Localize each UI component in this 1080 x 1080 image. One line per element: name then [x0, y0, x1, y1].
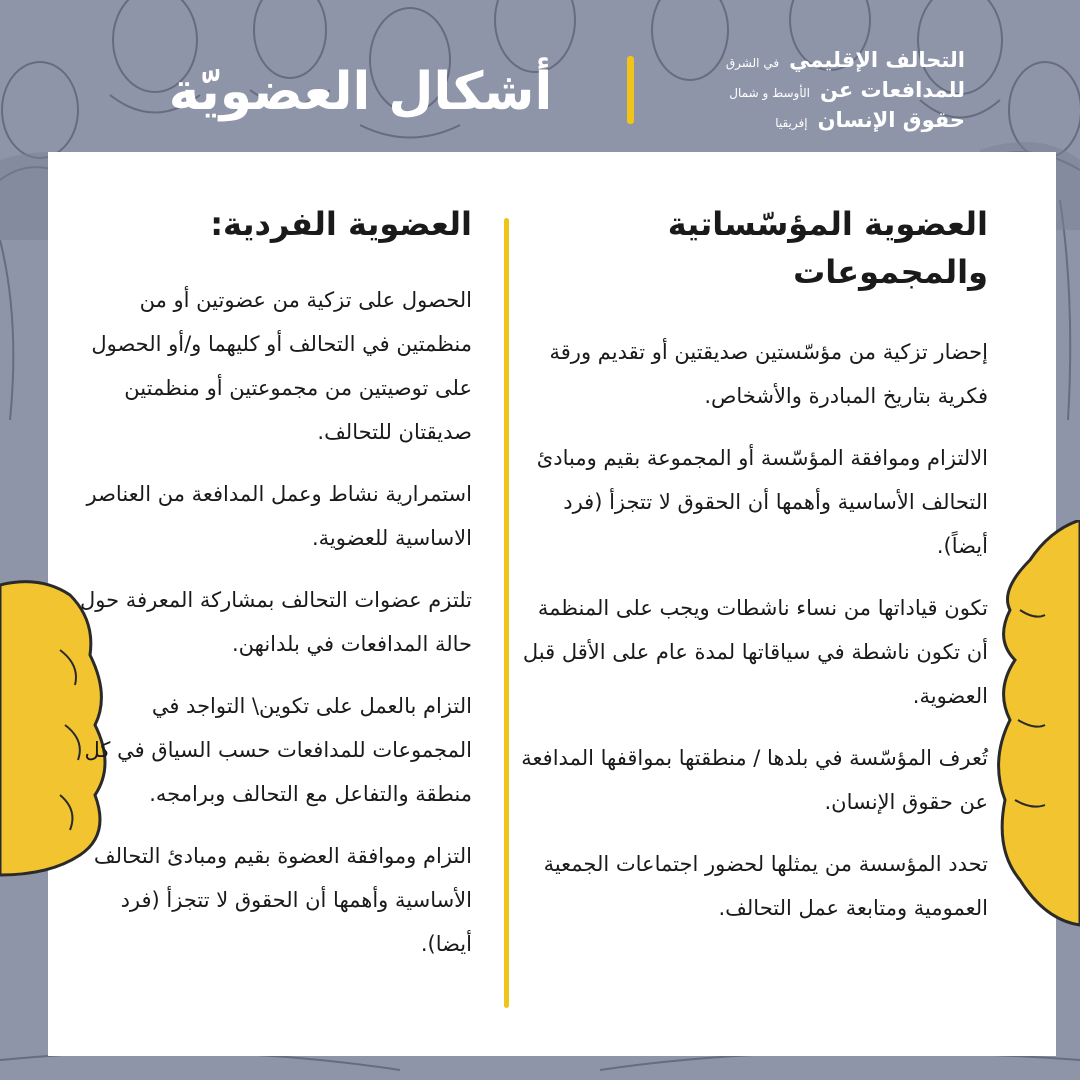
page-title: أشكال العضويّة	[168, 62, 553, 122]
individual-heading: العضوية الفردية:	[210, 205, 472, 243]
institutional-item: إحضار تزكية من مؤسّستين صديقتين أو تقديم ورقة فكرية بتاريخ المبادرة والأشخاص.	[549, 340, 988, 408]
individual-item: تلتزم عضوات التحالف بمشاركة المعرفة حول حالة المدافعات في بلدانهن.	[80, 588, 472, 656]
org-sub-part-2: الأوسط و شمال	[729, 85, 810, 100]
individual-item: الحصول على تزكية من عضوتين أو من منظمتين في التحالف أو كليهما و/أو الحصول على توصيتين من مجموعتين أو منظمتين صديقتان للتحالف.	[91, 288, 472, 444]
right-hand-illustration	[990, 520, 1080, 930]
institutional-item: تحدد المؤسسة من يمثلها لحضور اجتماعات الجمعية العمومية ومتابعة عمل التحالف.	[543, 852, 988, 920]
individual-membership-section	[72, 200, 472, 984]
org-sub-part-1: في الشرق	[725, 55, 780, 70]
individual-item: التزام وموافقة العضوة بقيم ومبادئ التحالف الأساسية وأهمها أن الحقوق لا تتجزأ (فرد أيضا).	[93, 844, 472, 956]
org-line-1	[655, 46, 965, 74]
institutional-item: الالتزام وموافقة المؤسّسة أو المجموعة بقيم ومبادئ التحالف الأساسية وأهمها أن الحقوق لا تتجزأ (فرد أيضاً).	[536, 446, 988, 558]
institutional-item: تكون قياداتها من نساء ناشطات ويجب على المنظمة أن تكون ناشطة في سياقاتها لمدة عام على الأقل قبل العضوية.	[522, 596, 988, 708]
header-divider	[627, 56, 634, 124]
institutional-item: تُعرف المؤسّسة في بلدها / منطقتها بمواقفها المدافعة عن حقوق الإنسان.	[521, 746, 988, 814]
individual-item: استمرارية نشاط وعمل المدافعة من العناصر الاساسية للعضوية.	[86, 482, 472, 550]
org-line-3	[655, 106, 965, 134]
org-sub-part-3: إفريقيا	[775, 115, 808, 130]
header	[0, 0, 1080, 160]
organization-logo	[655, 46, 965, 136]
org-name-part-1: التحالف الإقليمي	[789, 48, 965, 72]
org-line-2	[655, 76, 965, 104]
org-name-part-3: حقوق الإنسان	[817, 108, 965, 132]
org-name-part-2: للمدافعات عن	[819, 78, 965, 102]
column-divider	[504, 218, 509, 1008]
institutional-heading: العضوية المؤسّساتية والمجموعات	[667, 205, 988, 291]
institutional-membership-section	[520, 200, 988, 948]
individual-item: التزام بالعمل على تكوين\ التواجد في المجموعات للمدافعات حسب السياق في كل منطقة والتفاعل مع التحالف وبرامجه.	[84, 694, 472, 806]
